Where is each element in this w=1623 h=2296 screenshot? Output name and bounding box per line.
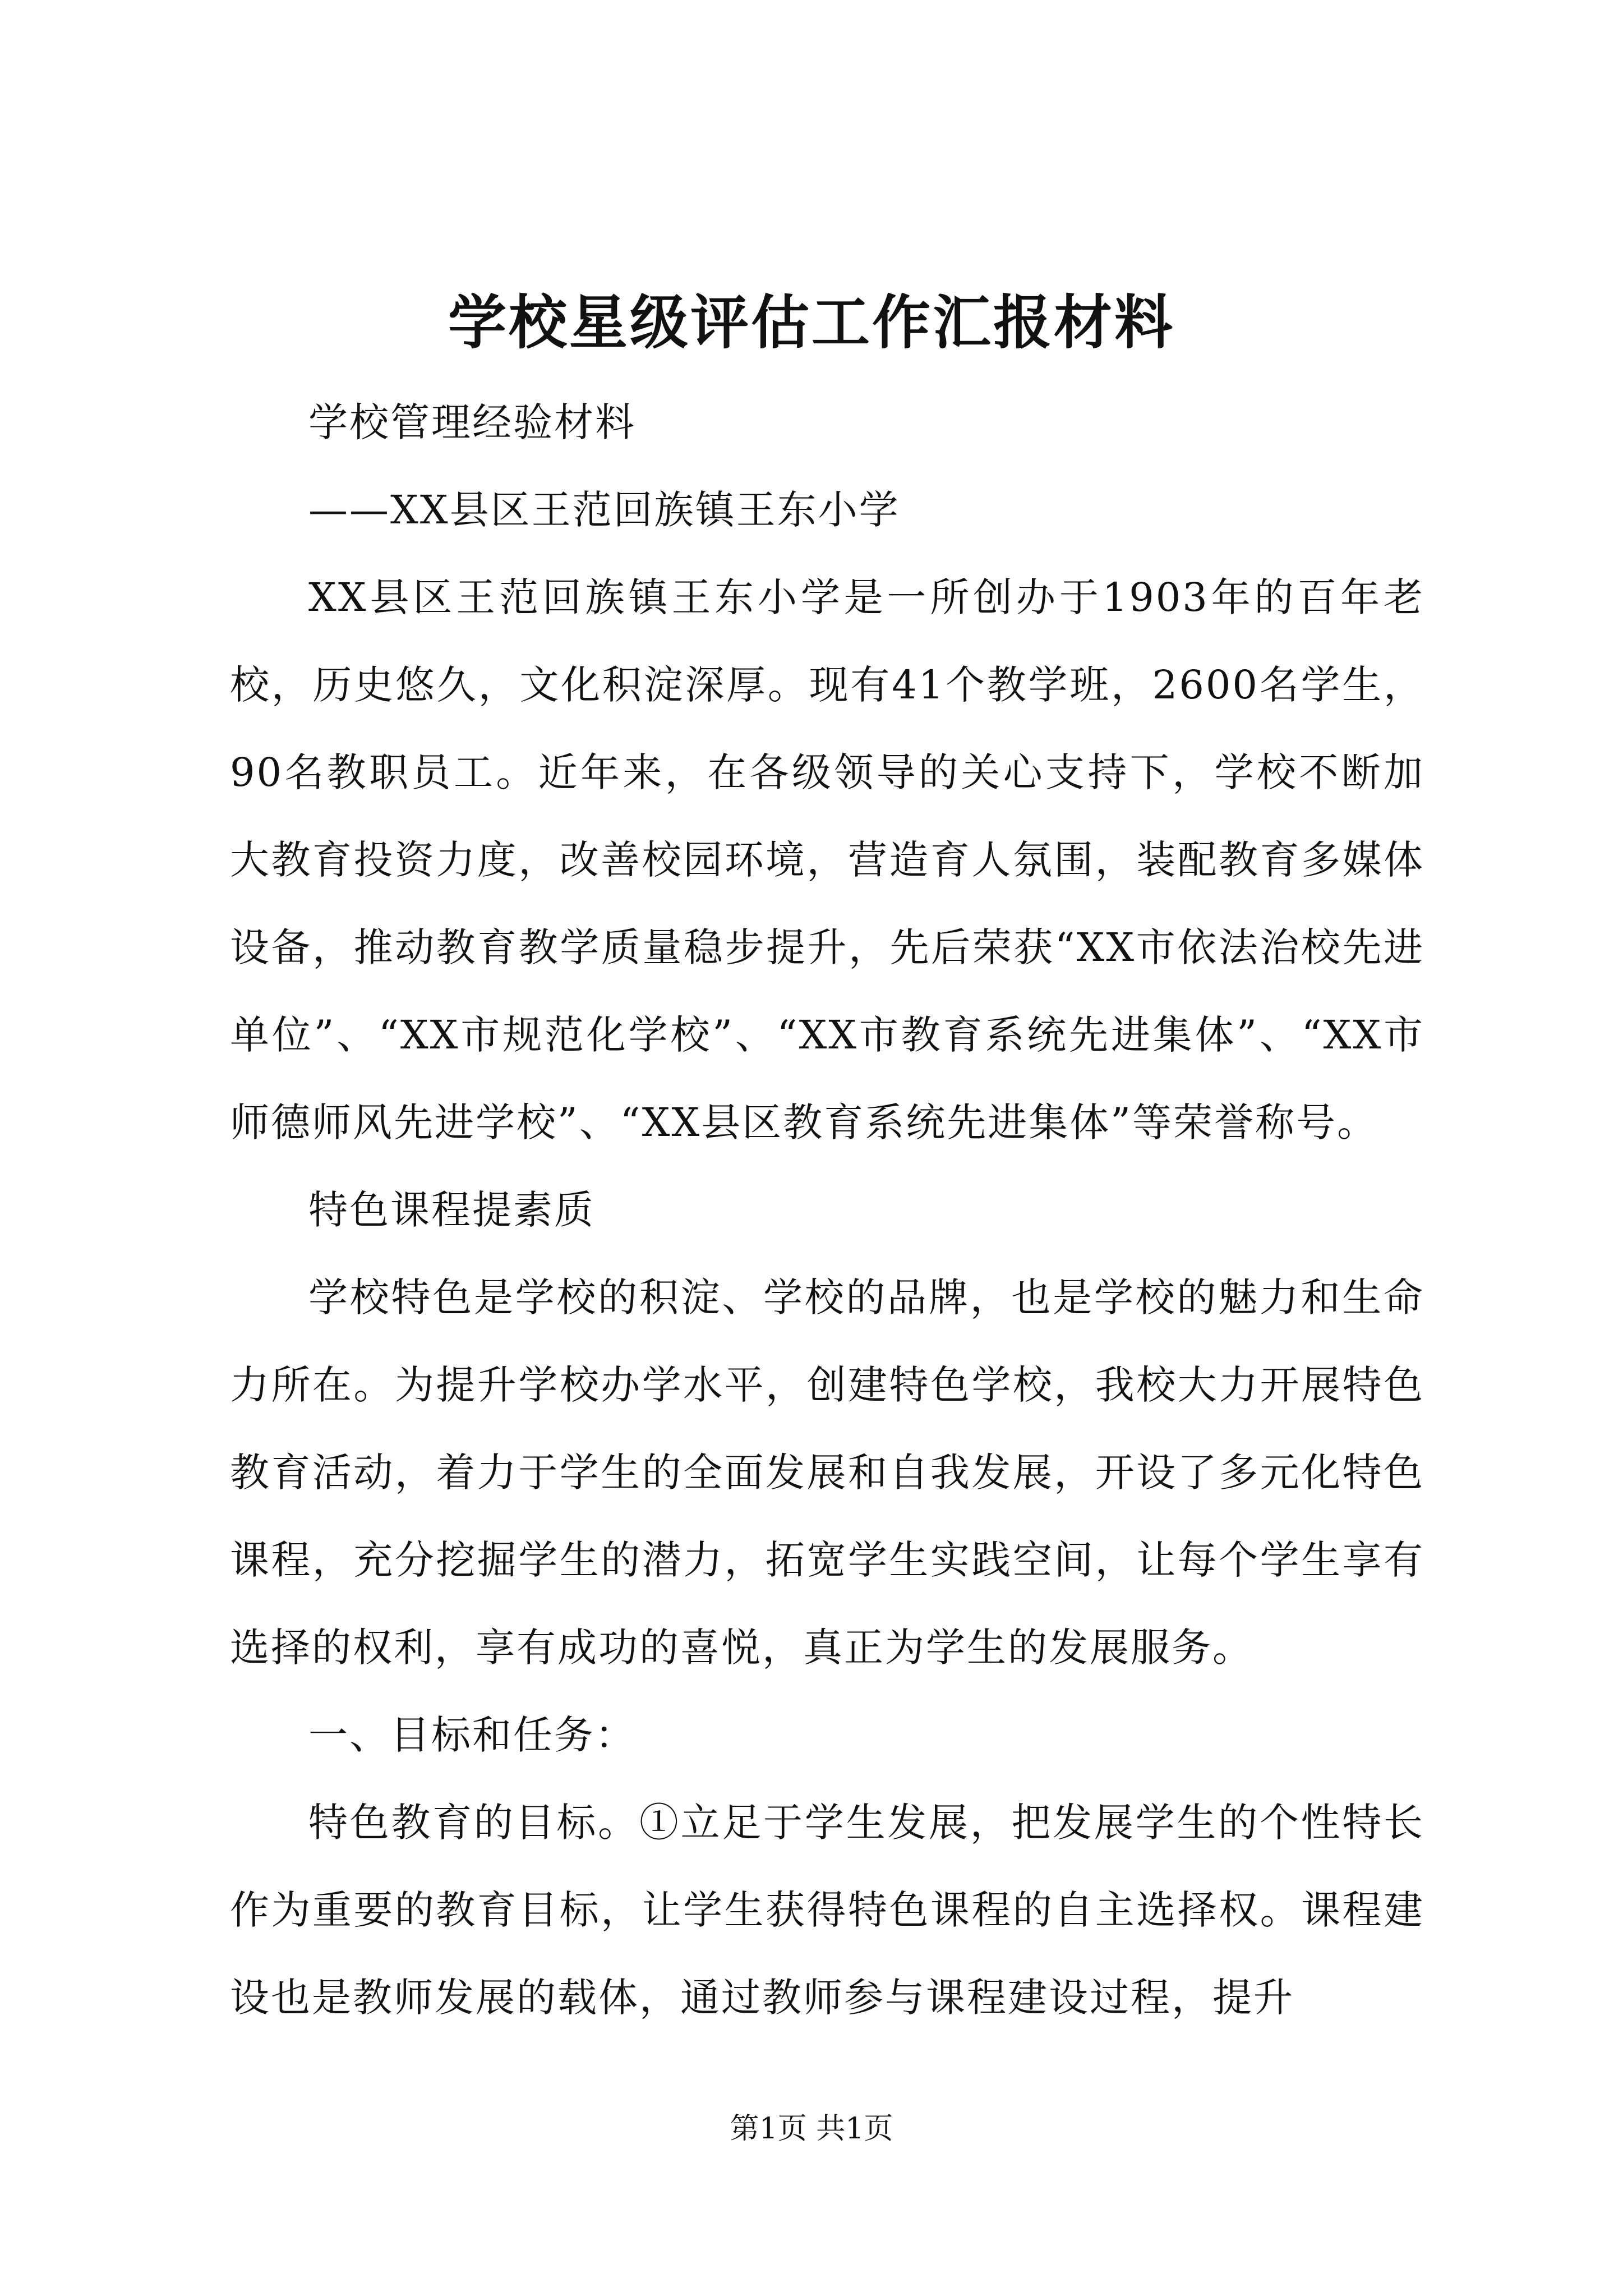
page-footer: 第1页 共1页 bbox=[730, 2112, 893, 2146]
paragraph-section-heading: 特色课程提素质 bbox=[308, 1187, 595, 1233]
paragraph-introduction: XX县区王范回族镇王东小学是一所创办于1903年的百年老校，历史悠久，文化积淀深厚。现有41个教学班，2600名学生，90名教职员工。近年来，在各级领导的关心支持下，学校不断加大教育投资力度，改善校园环境，营造育人氛围，装配教育多媒体设备，推动教育教学质量稳步提升，先后荣获“XX市依法治校先进单位”、“XX市规范化学校”、“XX市教育系统先进集体”、“XX市师德师风先进学校”、“XX县区教育系统先进集体”等荣誉称号。 bbox=[230, 574, 1424, 1145]
paragraph-school-name: ——XX县区王范回族镇王东小学 bbox=[308, 487, 900, 533]
document-title: 学校星级评估工作汇报材料 bbox=[448, 288, 1175, 357]
paragraph-goals-detail: 特色教育的目标。①立足于学生发展，把发展学生的个性特长作为重要的教育目标，让学生获得特色课程的自主选择权。课程建设也是教师发展的载体，通过教师参与课程建设过程，提升 bbox=[230, 1800, 1424, 2021]
paragraph-subtitle: 学校管理经验材料 bbox=[308, 399, 636, 445]
paragraph-school-features: 学校特色是学校的积淀、学校的品牌，也是学校的魅力和生命力所在。为提升学校办学水平，创建特色学校，我校大力开展特色教育活动，着力于学生的全面发展和自我发展，开设了多元化特色课程，充分挖掘学生的潜力，拓宽学生实践空间，让每个学生享有选择的权利，享有成功的喜悦，真正为学生的发展服务。 bbox=[230, 1274, 1424, 1671]
document-body bbox=[230, 379, 1424, 2041]
paragraph-goals-heading: 一、目标和任务： bbox=[308, 1712, 636, 1758]
